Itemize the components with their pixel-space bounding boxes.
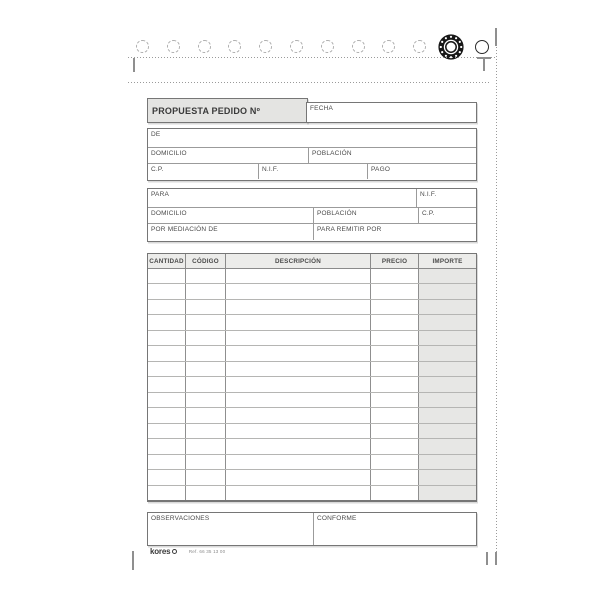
page-title: PROPUESTA PEDIDO Nº [152, 105, 261, 116]
sender-block [147, 128, 477, 181]
crop-mark [133, 58, 135, 72]
table-cell [419, 315, 476, 329]
table-cell [226, 424, 371, 438]
table-cell [226, 470, 371, 484]
table-cell [186, 486, 226, 500]
brand-logo-icon [172, 549, 177, 554]
table-cell [371, 362, 419, 376]
perforation-hole-icon [290, 40, 303, 53]
table-cell [226, 362, 371, 376]
perforation-hole-icon [352, 40, 365, 53]
table-cell [226, 377, 371, 391]
page-edge-dotted-line [496, 28, 497, 555]
table-row [148, 393, 476, 408]
recipient-postal-field [419, 208, 476, 223]
table-cell [148, 346, 186, 360]
table-row [148, 300, 476, 315]
perforation-hole-icon [228, 40, 241, 53]
sender-payment-label: PAGO [371, 165, 391, 173]
sender-name-field [148, 129, 476, 147]
table-cell [419, 424, 476, 438]
table-cell [148, 455, 186, 469]
table-cell [419, 470, 476, 484]
recipient-city-label: POBLACIÓN [317, 209, 357, 217]
table-cell [419, 346, 476, 360]
column-header: PRECIO [371, 254, 419, 268]
table-row [148, 455, 476, 470]
table-row [148, 346, 476, 361]
table-cell [371, 408, 419, 422]
table-cell [419, 362, 476, 376]
table-cell [186, 408, 226, 422]
footer-block [147, 512, 477, 546]
brand-logo: kores [150, 547, 171, 556]
table-cell [371, 331, 419, 345]
sender-payment-field [368, 164, 476, 179]
perforation-line-top [128, 57, 496, 58]
table-cell [148, 470, 186, 484]
conform-label: CONFORME [317, 514, 357, 522]
brand-ref: Ref. 66 35 13 00 [188, 549, 226, 554]
column-header: CANTIDAD [148, 254, 186, 268]
items-table [147, 253, 477, 502]
perforation-hole-icon [259, 40, 272, 53]
table-cell [371, 300, 419, 314]
recipient-tax-label: N.I.F. [420, 190, 437, 198]
crop-mark [495, 552, 497, 565]
sender-postal-label: C.P. [151, 165, 164, 173]
table-cell [148, 408, 186, 422]
table-row [148, 470, 476, 485]
table-cell [186, 269, 226, 283]
column-header: CÓDIGO [186, 254, 226, 268]
perforation-line-second [128, 82, 489, 83]
table-cell [186, 315, 226, 329]
table-cell [226, 455, 371, 469]
table-cell [371, 269, 419, 283]
table-cell [186, 300, 226, 314]
crop-mark [495, 28, 497, 46]
sender-city-label: POBLACIÓN [312, 149, 352, 157]
table-cell [226, 346, 371, 360]
crop-mark [486, 552, 488, 565]
table-cell [226, 284, 371, 298]
table-row [148, 439, 476, 454]
table-row [148, 408, 476, 423]
perforation-hole-icon [136, 40, 149, 53]
table-cell [186, 424, 226, 438]
table-cell [419, 455, 476, 469]
table-row [148, 362, 476, 377]
table-cell [226, 269, 371, 283]
conform-field [314, 513, 476, 545]
table-cell [371, 470, 419, 484]
table-cell [186, 362, 226, 376]
table-cell [148, 393, 186, 407]
sender-postal-field [148, 164, 259, 179]
recipient-block [147, 188, 477, 242]
table-row [148, 269, 476, 284]
recipient-via-label: POR MEDIACIÓN DE [151, 225, 218, 233]
table-cell [419, 377, 476, 391]
table-row [148, 377, 476, 392]
column-header: IMPORTE [432, 257, 463, 265]
recipient-tax-field [417, 189, 476, 207]
sender-tax-field [259, 164, 368, 179]
perforation-hole-icon [167, 40, 180, 53]
table-cell [226, 300, 371, 314]
sender-address-field [148, 148, 309, 163]
table-cell [148, 424, 186, 438]
column-header: DESCRIPCIÓN [226, 254, 371, 268]
table-cell [419, 284, 476, 298]
table-cell [371, 284, 419, 298]
table-cell [371, 424, 419, 438]
table-cell [419, 269, 476, 283]
jeweled-grommet-icon [437, 33, 465, 66]
table-cell [371, 315, 419, 329]
sender-address-label: DOMICILIO [151, 149, 187, 157]
table-cell [419, 393, 476, 407]
table-cell [371, 486, 419, 500]
crop-mark [132, 551, 134, 570]
table-cell [148, 486, 186, 500]
perforation-hole-icon [321, 40, 334, 53]
table-cell [226, 408, 371, 422]
table-cell [226, 439, 371, 453]
sender-city-field [309, 148, 476, 163]
table-cell [148, 331, 186, 345]
table-cell [371, 346, 419, 360]
table-row [148, 424, 476, 439]
table-cell [186, 331, 226, 345]
table-row [148, 486, 476, 500]
sender-name-label: DE [151, 130, 161, 138]
table-cell [419, 300, 476, 314]
perforation-hole-icon [413, 40, 426, 53]
table-cell [186, 377, 226, 391]
recipient-name-label: PARA [151, 190, 170, 198]
table-row [148, 284, 476, 299]
recipient-ship-label: PARA REMITIR POR [317, 225, 382, 233]
recipient-city-field [314, 208, 419, 223]
table-cell [419, 439, 476, 453]
recipient-name-field [148, 189, 417, 207]
table-cell [148, 269, 186, 283]
perforation-hole-icon [382, 40, 395, 53]
observations-field [148, 513, 314, 545]
table-cell [148, 315, 186, 329]
table-cell [148, 300, 186, 314]
perforation-holes [136, 40, 426, 53]
date-field [306, 102, 477, 123]
recipient-ship-field [314, 224, 476, 240]
table-cell [226, 315, 371, 329]
sender-tax-label: N.I.F. [262, 165, 279, 173]
table-cell [371, 393, 419, 407]
table-cell [186, 455, 226, 469]
recipient-address-field [148, 208, 314, 223]
table-cell [148, 284, 186, 298]
table-row [148, 331, 476, 346]
perforation-hole-icon [198, 40, 211, 53]
items-table-header [148, 254, 476, 269]
table-cell [148, 377, 186, 391]
table-cell [371, 377, 419, 391]
open-circle-icon [475, 40, 489, 54]
table-cell [226, 331, 371, 345]
brand-line [150, 547, 225, 556]
table-cell [419, 408, 476, 422]
table-row [148, 315, 476, 330]
table-cell [186, 346, 226, 360]
table-cell [186, 439, 226, 453]
date-label: FECHA [310, 104, 334, 112]
table-cell [226, 486, 371, 500]
order-title-box [147, 98, 308, 123]
items-table-body [148, 269, 476, 500]
recipient-address-label: DOMICILIO [151, 209, 187, 217]
table-cell [186, 393, 226, 407]
table-cell [186, 470, 226, 484]
table-cell [371, 439, 419, 453]
table-cell [419, 486, 476, 500]
table-cell [186, 284, 226, 298]
table-cell [148, 362, 186, 376]
table-cell [419, 331, 476, 345]
recipient-via-field [148, 224, 314, 240]
recipient-postal-label: C.P. [422, 209, 435, 217]
observations-label: OBSERVACIONES [151, 514, 210, 522]
crop-mark [483, 58, 485, 71]
table-cell [148, 439, 186, 453]
table-cell [226, 393, 371, 407]
table-cell [371, 455, 419, 469]
